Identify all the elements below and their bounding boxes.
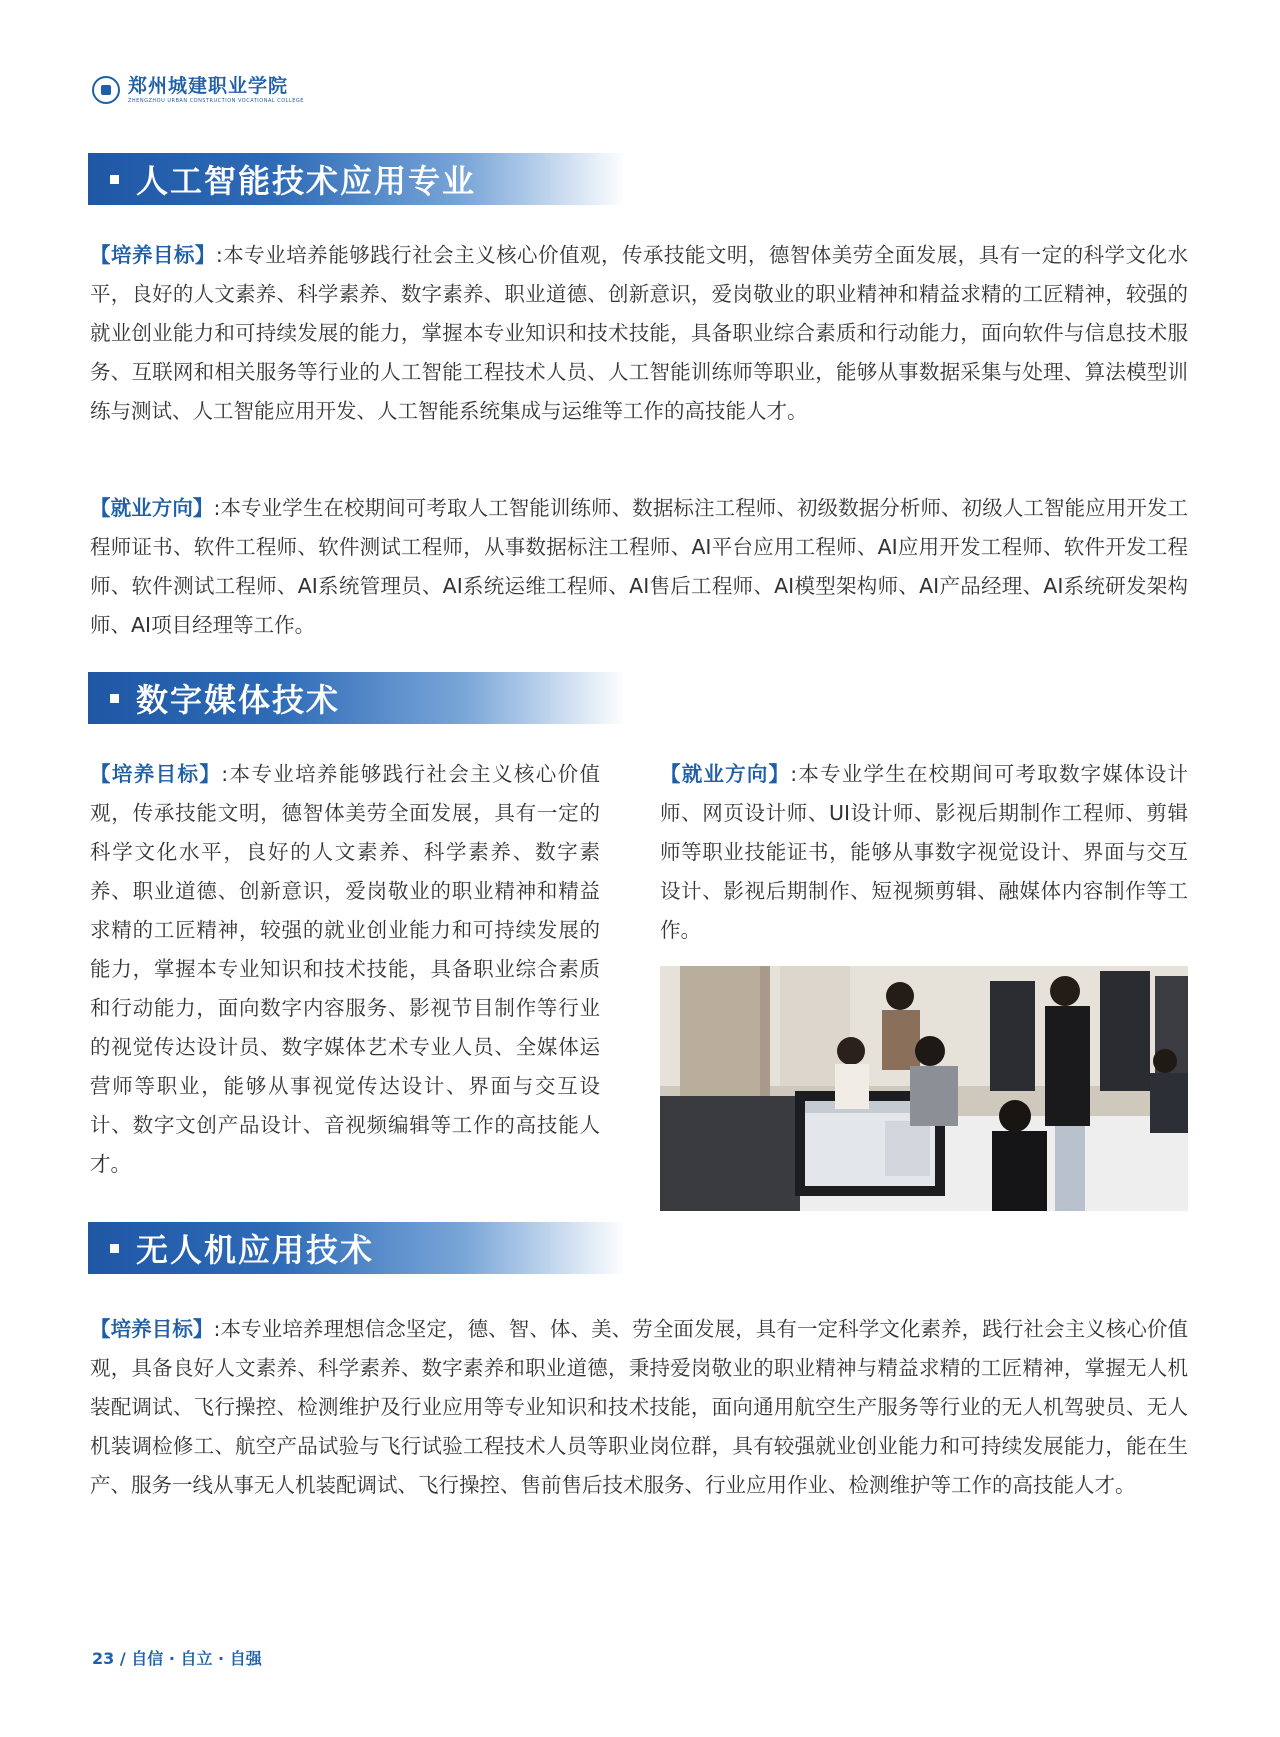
goal-text: :本专业培养能够践行社会主义核心价值观，传承技能文明，德智体美劳全面发展，具有一定的科学文化水平，良好的人文素养、科学素养、数字素养、职业道德、创新意识，爱岗敬业的职业精神和精益求精的工匠精神，较强的就业创业能力和可持续发展的能力，掌握本专业知识和技术技能，具备职业综合素质和行动能力，面向软件与信息技术服务、互联网和相关服务等行业的人工智能工程技术人员、人工智能训练师等职业，能够从事数据采集与处理、算法模型训练与测试、人工智能应用开发、人工智能系统集成与运维等工作的高技能人才。 bbox=[90, 243, 1189, 423]
page-footer bbox=[92, 1646, 262, 1669]
section-title: 数字媒体技术 bbox=[136, 681, 341, 719]
goal-tag: 【培养目标】 bbox=[90, 1317, 214, 1341]
page-number: 23 bbox=[92, 1649, 115, 1668]
bullet-square-icon bbox=[110, 175, 119, 184]
job-text: :本专业学生在校期间可考取人工智能训练师、数据标注工程师、初级数据分析师、初级人工智能应用开发工程师证书、软件工程师、软件测试工程师，从事数据标注工程师、AI平台应用工程师、AI应用开发工程师、软件开发工程师、软件测试工程师、AI系统管理员、AI系统运维工程师、AI售后工程师、AI模型架构师、AI产品经理、AI系统研发架构师、AI项目经理等工作。 bbox=[90, 496, 1189, 637]
goal-text: :本专业培养能够践行社会主义核心价值观，传承技能文明，德智体美劳全面发展，具有一定的科学文化水平，良好的人文素养、科学素养、数字素养、职业道德、创新意识，爱岗敬业的职业精神和精益求精的工匠精神，较强的就业创业能力和可持续发展的能力，掌握本专业知识和技术技能，具备职业综合素质和行动能力，面向数字内容服务、影视节目制作等行业的视觉传达设计员、数字媒体艺术专业人员、全媒体运营师等职业，能够从事视觉传达设计、界面与交互设计、数字文创产品设计、音视频编辑等工作的高技能人才。 bbox=[90, 762, 601, 1176]
training-goal-paragraph bbox=[90, 236, 1188, 431]
bullet-square-icon bbox=[110, 694, 119, 703]
employment-paragraph bbox=[660, 755, 1188, 950]
section-title: 无人机应用技术 bbox=[136, 1231, 375, 1269]
goal-tag: 【培养目标】 bbox=[90, 243, 216, 267]
section-header-digital-media bbox=[88, 672, 626, 724]
logo-text bbox=[128, 76, 304, 104]
training-goal-paragraph bbox=[90, 755, 600, 1184]
students-lab-photo bbox=[660, 966, 1188, 1211]
bullet-square-icon bbox=[110, 1244, 119, 1253]
section-title: 人工智能技术应用专业 bbox=[136, 162, 477, 200]
section-header-drone bbox=[88, 1222, 626, 1274]
training-goal-paragraph bbox=[90, 1310, 1188, 1505]
college-logo bbox=[92, 76, 304, 104]
photo-illustration bbox=[660, 966, 1188, 1211]
footer-slogan: / 自信 · 自立 · 自强 bbox=[119, 1649, 262, 1668]
college-seal-icon bbox=[92, 76, 120, 104]
goal-tag: 【培养目标】 bbox=[90, 762, 222, 786]
goal-text: :本专业培养理想信念坚定，德、智、体、美、劳全面发展，具有一定科学文化素养，践行社会主义核心价值观，具备良好人文素养、科学素养、数字素养和职业道德，秉持爱岗敬业的职业精神与精益求精的工匠精神，掌握无人机装配调试、飞行操控、检测维护及行业应用等专业知识和技术技能，面向通用航空生产服务等行业的无人机驾驶员、无人机装调检修工、航空产品试验与飞行试验工程技术人员等职业岗位群，具有较强就业创业能力和可持续发展能力，能在生产、服务一线从事无人机装配调试、飞行操控、售前售后技术服务、行业应用作业、检测维护等工作的高技能人才。 bbox=[90, 1317, 1189, 1497]
job-tag: 【就业方向】 bbox=[90, 496, 214, 520]
logo-english-name: ZHENGZHOU URBAN CONSTRUCTION VOCATIONAL COLLEGE bbox=[128, 98, 304, 104]
employment-paragraph bbox=[90, 489, 1188, 645]
job-text: :本专业学生在校期间可考取数字媒体设计师、网页设计师、UI设计师、影视后期制作工程师、剪辑师等职业技能证书，能够从事数字视觉设计、界面与交互设计、影视后期制作、短视频剪辑、融媒体内容制作等工作。 bbox=[660, 762, 1189, 942]
section-header-ai bbox=[88, 153, 626, 205]
job-tag: 【就业方向】 bbox=[660, 762, 791, 786]
logo-chinese-name: 郑州城建职业学院 bbox=[128, 75, 289, 97]
